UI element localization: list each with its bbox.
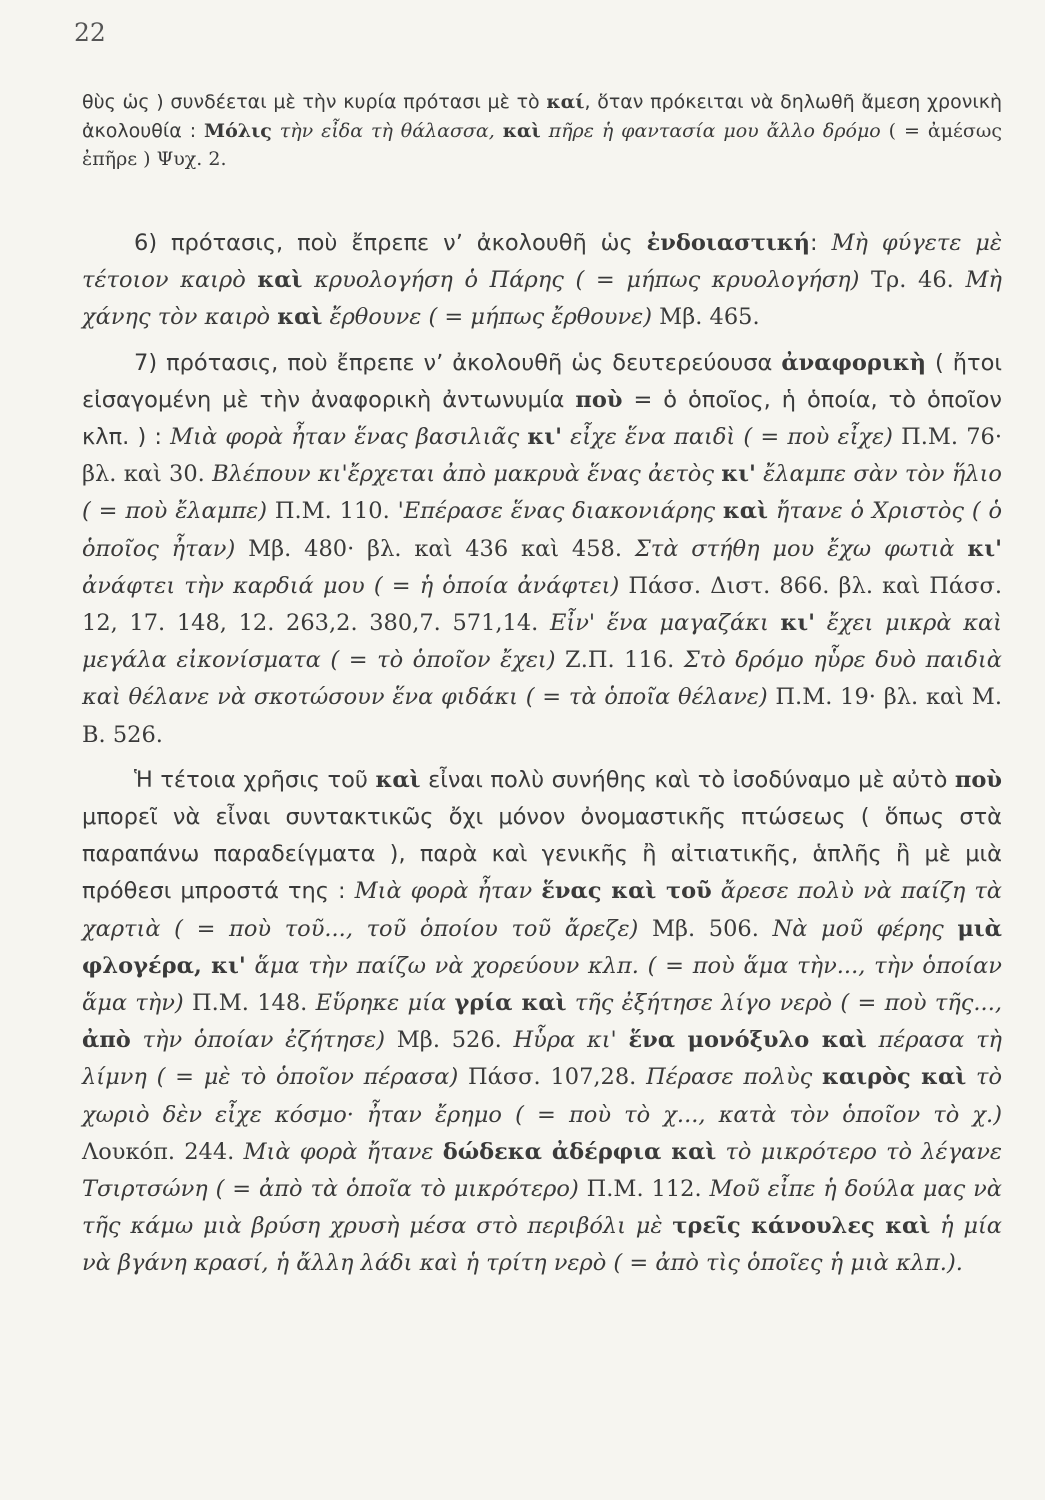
example-text: Στὸ δρόμο ηὗρε δυὸ παιδιὰ καὶ θέλανε νὰ σκοτώσουν ἕνα φιδάκι ( = τὰ ὁποῖα θέλανε) — [82, 647, 1002, 711]
keyword-term: ἐνδοιαστική — [646, 230, 810, 256]
reference-text: Πάσσ. Διστ. 866. βλ. καὶ Πάσσ. 12, 17. 148, 12. 263,2. 380,7. 571,14. — [82, 572, 1002, 637]
reference-text: Π.Μ. 76· βλ. καὶ 30. — [82, 424, 1003, 488]
reference-text: Ζ.Π. 116. — [555, 647, 684, 674]
body-text: εἶναι πολὺ συνήθης καὶ τὸ ἰσοδύναμο μὲ αὐτὸ — [420, 766, 955, 793]
reference-text: Π.Μ. 112. — [578, 1176, 710, 1203]
example-text: τῆς ἐξήτησε λίγο νερὸ ( = ποὺ τῆς..., — [566, 990, 1003, 1017]
example-text: Μιὰ φορὰ ἦταν — [354, 878, 542, 905]
example-text: ἀνάφτει τὴν καρδιά μου ( = ἡ ὁποία ἀνάφτει) — [82, 572, 620, 599]
reference-text: Μβ. 506. — [638, 915, 773, 942]
item-text: = ὁ ὁποῖος, ἡ ὁποία, τὸ ὁποῖον κλπ. ) : — [82, 386, 1002, 451]
example-text: ἔχει μικρὰ καὶ μεγάλα εἰκονίσματα ( = τὸ ὁποῖον ἔχει) — [82, 610, 1003, 674]
usage-paragraph — [82, 762, 1002, 1283]
reference-text: ( = ἀμέσως ἐπῆρε ) Ψυχ. 2. — [82, 119, 1002, 170]
keyword-pou: ποὺ — [954, 766, 1002, 793]
example-text: ἤτανε ὁ Χριστὸς ( ὁ ὁποῖος ἦταν) — [82, 498, 1002, 562]
example-text: ἔλαμπε σὰν τὸν ἥλιο ( = ποὺ ἔλαμπε) — [82, 461, 1002, 525]
item-text: ( ἤτοι εἰσαγομένη μὲ τὴν ἀναφορικὴ ἀντωνυμία — [82, 349, 1002, 413]
example-text: Μιὰ φορὰ ἦταν ἕνας βασιλιᾶς — [170, 424, 528, 451]
keyword-ki: κι' — [967, 535, 1002, 562]
example-text: εἶχε ἕνα παιδὶ ( = ποὺ εἶχε) — [562, 424, 893, 451]
keyword-phrase: μιὰ φλογέρα, κι' — [82, 915, 1002, 979]
page-number: 22 — [74, 18, 106, 47]
item-text: 7) πρότασις, ποὺ ἔπρεπε νʼ ἀκολουθῆ ὡς δευτερεύουσα — [134, 349, 782, 376]
example-text: Στὰ στήθη μου ἔχω φωτιὰ — [634, 535, 968, 562]
keyword-pou: ποὺ — [575, 386, 623, 413]
keyword-kai: καί — [546, 91, 585, 113]
example-text: 'Επέρασε ἕνας διακονιάρης — [397, 498, 723, 525]
keyword-kai: καὶ — [375, 766, 421, 793]
body-text: μπορεῖ νὰ εἶναι συντακτικῶς ὄχι μόνον ὀνομαστικῆς πτώσεως ( ὅπως στὰ παραπάνω παραδείγματα ), παρὰ καὶ γενικῆς ἢ αἰτιατικῆς, ἁπλῆς ἢ μὲ μιὰ πρόθεσι μπροστά της : — [82, 804, 1002, 905]
example-text: Μὴ χάνης τὸν καιρὸ — [82, 267, 1002, 331]
example-text: Ηὗρα κι' — [513, 1027, 629, 1054]
keyword-kai: καὶ — [257, 267, 303, 294]
example-text: τὸ χωριὸ δὲν εἶχε κόσμο· ἦταν ἔρημο ( = ποὺ τὸ χ..., κατὰ τὸν ὁποῖον τὸ χ.) — [82, 1064, 1003, 1128]
reference-text: Π.Μ. 148. — [183, 990, 316, 1017]
example-text: ἅμα τὴν παίζω νὰ χορεύουν κλπ. ( = ποὺ ἅμα τὴν..., τὴν ὁποίαν ἅμα τὴν) — [82, 952, 1002, 1017]
item-text: 6) πρότασις, ποὺ ἔπρεπε νʼ ἀκολουθῆ ὡς — [134, 230, 647, 256]
reference-text: Λουκόπ. 244. — [82, 1138, 244, 1165]
example-text: Εὕρηκε μία — [315, 990, 455, 1017]
keyword-ki: κι' — [780, 610, 816, 637]
keyword-ki: κι' — [527, 424, 562, 451]
item-7-paragraph — [82, 345, 1002, 754]
example-text: πῆρε ἡ φαντασία μου ἄλλο δρόμο — [540, 119, 889, 142]
example-text: ἡ μία νὰ βγάνη κρασί, ἡ ἄλλη λάδι καὶ ἡ τρίτη νερὸ ( = ἀπὸ τὶς ὁποῖες ἡ μιὰ κλπ.). — [82, 1213, 1002, 1277]
keyword-phrase: γρία καὶ — [454, 990, 567, 1017]
example-text: ἔρθουνε ( = μήπως ἔρθουνε) — [322, 304, 652, 331]
intro-block — [82, 88, 1002, 174]
example-text: Πέρασε πολὺς — [646, 1064, 823, 1091]
reference-text: Μβ. 480· βλ. καὶ 436 καὶ 458. — [235, 535, 635, 562]
keyword-apo: ἀπὸ — [82, 1027, 131, 1054]
item-6-paragraph — [82, 225, 1002, 337]
example-text: Βλέπουν κι'ἔρχεται ἀπὸ μακρυὰ ἕνας ἀετὸς — [212, 461, 722, 488]
item-text: : — [809, 230, 832, 256]
keyword-phrase: καιρὸς καὶ — [822, 1064, 967, 1091]
reference-text: Πάσσ. 107,28. — [458, 1064, 647, 1091]
example-text: τὴν ὁποίαν ἐζήτησε) — [130, 1027, 386, 1054]
main-text — [82, 225, 1002, 1283]
example-text: πέρασα τὴ λίμνη ( = μὲ τὸ ὁποῖον πέρασα) — [82, 1027, 1002, 1091]
keyword-phrase: ἕνα μονόξυλο καὶ — [628, 1027, 867, 1054]
keyword-kai: καὶ — [502, 119, 541, 142]
keyword-term: ἀναφορικὴ — [781, 349, 926, 376]
keyword-molis: Μόλις — [204, 119, 272, 142]
example-text: Μιὰ φορὰ ἤτανε — [243, 1138, 443, 1165]
keyword-phrase: δώδεκα ἀδέρφια καὶ — [442, 1138, 717, 1165]
keyword-phrase: ἕνας καὶ τοῦ — [541, 878, 712, 905]
intro-paragraph — [82, 88, 1002, 174]
reference-text: Π.Μ. 19· βλ. καὶ Μ. Β. 526. — [82, 684, 1002, 748]
example-text: τὸ μικρότερο τὸ λέγανε Τσιρτσώνη ( = ἀπὸ τὰ ὁποῖα τὸ μικρότερο) — [82, 1138, 1002, 1203]
example-text: τὴν εἶδα τὴ θάλασσα, — [271, 119, 503, 142]
reference-text: Τρ. 46. — [859, 267, 966, 294]
keyword-ki: κι' — [721, 461, 756, 488]
reference-text: Π.Μ. 110. — [266, 498, 398, 525]
reference-text: Μβ. 526. — [385, 1027, 514, 1054]
keyword-phrase: τρεῖς κάνουλες καὶ — [672, 1213, 931, 1240]
body-text: Ἡ τέτοια χρῆσις τοῦ — [134, 766, 376, 793]
intro-text: , ὅταν πρόκειται νὰ δηλωθῆ ἄμεση χρονικὴ ἀκολουθία : — [82, 91, 1002, 142]
example-text: Εἶν' ἕνα μαγαζάκι — [550, 610, 781, 637]
example-text: Μὴ φύγετε μὲ τέτοιον καιρὸ — [82, 230, 1002, 294]
reference-text: Μβ. 465. — [652, 304, 760, 331]
example-text: κρυολογήση ὁ Πάρης ( = μήπως κρυολογήση) — [302, 267, 860, 294]
keyword-kai: καὶ — [722, 498, 768, 525]
example-text: ἄρεσε πολὺ νὰ παίζη τὰ χαρτιὰ ( = ποὺ τοῦ..., τοῦ ὁποίου τοῦ ἄρεζε) — [82, 878, 1002, 942]
keyword-kai: καὶ — [277, 304, 323, 331]
example-text: Μοῦ εἶπε ἡ δούλα μας νὰ τῆς κάμω μιὰ βρύση χρυσὴ μέσα στὸ περιβόλι μὲ — [82, 1176, 1002, 1240]
intro-text: θὺς ὡς ) συνδέεται μὲ τὴν κυρία πρότασι μὲ τὸ — [82, 91, 547, 113]
example-text: Νὰ μοῦ φέρης — [772, 915, 958, 942]
